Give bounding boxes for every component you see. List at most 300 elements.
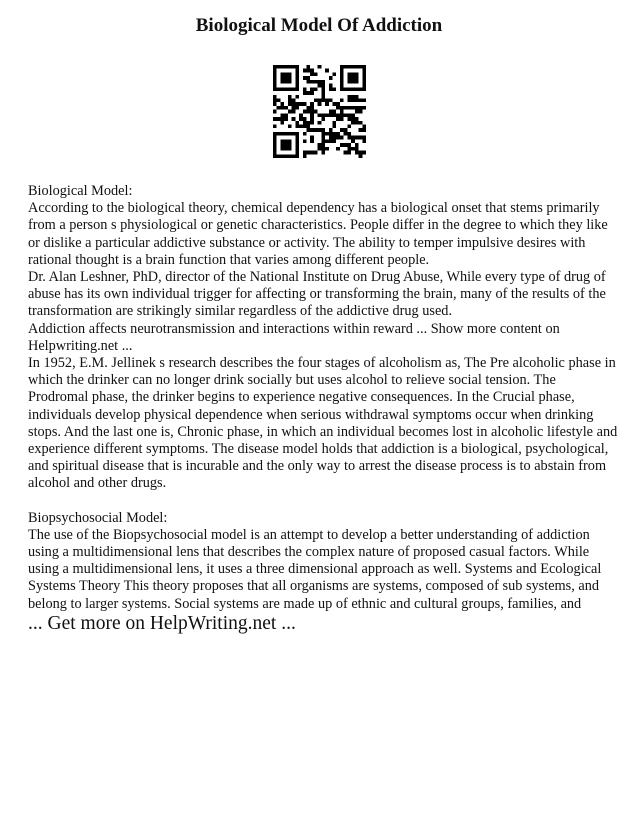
qr-module	[277, 132, 281, 136]
qr-module	[325, 139, 329, 143]
qr-module	[340, 136, 344, 140]
qr-module	[351, 113, 355, 117]
qr-module	[355, 98, 359, 102]
qr-module	[306, 80, 310, 84]
qr-module	[359, 154, 363, 158]
qr-module	[314, 110, 318, 114]
qr-module	[284, 154, 288, 158]
document-body	[28, 183, 618, 613]
qr-module	[344, 132, 348, 136]
qr-module	[336, 106, 340, 110]
qr-module	[277, 154, 281, 158]
qr-module	[318, 102, 322, 106]
qr-module	[325, 132, 329, 136]
qr-module	[318, 128, 322, 132]
qr-module	[362, 84, 366, 88]
qr-module	[340, 65, 344, 69]
qr-module	[273, 80, 277, 84]
qr-module	[340, 110, 344, 114]
qr-module	[351, 65, 355, 69]
qr-module	[355, 151, 359, 155]
qr-module	[295, 80, 299, 84]
qr-module	[340, 84, 344, 88]
qr-module	[295, 106, 299, 110]
qr-module	[280, 80, 284, 84]
qr-module	[295, 72, 299, 76]
qr-module	[280, 132, 284, 136]
qr-module	[280, 106, 284, 110]
qr-module	[288, 65, 292, 69]
qr-module	[321, 151, 325, 155]
qr-module	[314, 80, 318, 84]
qr-module	[336, 102, 340, 106]
qr-module	[344, 151, 348, 155]
qr-module	[362, 125, 366, 129]
qr-module	[362, 106, 366, 110]
qr-module	[295, 95, 299, 99]
qr-module	[318, 113, 322, 117]
qr-module	[321, 128, 325, 132]
qr-module	[344, 143, 348, 147]
qr-module	[347, 117, 351, 121]
qr-module	[340, 117, 344, 121]
qr-module	[333, 132, 337, 136]
qr-module	[288, 154, 292, 158]
section-heading-biopsychosocial: Biopsychosocial Model:	[28, 509, 168, 526]
qr-module	[362, 128, 366, 132]
qr-module	[340, 113, 344, 117]
qr-module	[355, 76, 359, 80]
qr-module	[347, 151, 351, 155]
qr-module	[351, 121, 355, 125]
qr-module	[273, 151, 277, 155]
qr-module	[318, 80, 322, 84]
qr-module	[340, 87, 344, 91]
qr-module	[325, 147, 329, 151]
qr-module	[355, 143, 359, 147]
qr-module	[362, 98, 366, 102]
qr-module	[310, 117, 314, 121]
qr-module	[321, 95, 325, 99]
qr-module	[280, 154, 284, 158]
qr-module	[306, 106, 310, 110]
qr-module	[333, 87, 337, 91]
paragraph: Addiction affects neurotransmission and interactions within reward ... Show more content on Helpwriting.net ...	[28, 320, 560, 354]
qr-module	[314, 98, 318, 102]
qr-module	[340, 106, 344, 110]
qr-module	[284, 143, 288, 147]
qr-module	[303, 132, 307, 136]
qr-module	[295, 136, 299, 140]
qr-module	[347, 143, 351, 147]
qr-module	[273, 87, 277, 91]
qr-module	[306, 151, 310, 155]
qr-module	[295, 132, 299, 136]
qr-module	[355, 136, 359, 140]
qr-module	[351, 136, 355, 140]
qr-module	[351, 139, 355, 143]
qr-module	[321, 139, 325, 143]
qr-module	[340, 72, 344, 76]
qr-module	[303, 87, 307, 91]
qr-module	[273, 95, 277, 99]
qr-module	[351, 95, 355, 99]
qr-module	[295, 121, 299, 125]
qr-module	[277, 87, 281, 91]
qr-module	[355, 106, 359, 110]
qr-module	[295, 87, 299, 91]
qr-module	[295, 151, 299, 155]
qr-module	[299, 113, 303, 117]
qr-module	[292, 154, 296, 158]
qr-module	[295, 69, 299, 73]
section-heading-biological: Biological Model:	[28, 183, 133, 199]
qr-module	[329, 139, 333, 143]
qr-module	[284, 87, 288, 91]
qr-module	[347, 132, 351, 136]
qr-module	[362, 80, 366, 84]
qr-module	[329, 113, 333, 117]
qr-module	[329, 132, 333, 136]
qr-module	[347, 95, 351, 99]
qr-module	[273, 125, 277, 129]
qr-module	[273, 102, 277, 106]
qr-module	[299, 125, 303, 129]
qr-module	[292, 132, 296, 136]
qr-module	[355, 80, 359, 84]
qr-module	[288, 139, 292, 143]
qr-module	[288, 110, 292, 114]
qr-module	[284, 76, 288, 80]
qr-module	[351, 147, 355, 151]
qr-module	[303, 139, 307, 143]
page-title: Biological Model Of Addiction	[195, 15, 443, 36]
qr-module	[359, 98, 363, 102]
qr-module	[310, 106, 314, 110]
qr-module	[333, 72, 337, 76]
qr-module	[310, 121, 314, 125]
qr-module	[292, 87, 296, 91]
qr-module	[347, 125, 351, 129]
qr-module	[347, 106, 351, 110]
qr-module	[344, 128, 348, 132]
qr-module	[359, 136, 363, 140]
qr-module	[321, 132, 325, 136]
qr-module	[303, 69, 307, 73]
qr-module	[351, 72, 355, 76]
qr-module	[303, 76, 307, 80]
qr-module	[306, 76, 310, 80]
qr-module	[273, 136, 277, 140]
qr-module	[340, 76, 344, 80]
qr-module	[362, 136, 366, 140]
qr-module	[306, 91, 310, 95]
qr-module	[318, 143, 322, 147]
qr-module	[359, 128, 363, 132]
qr-module	[303, 125, 307, 129]
qr-module	[355, 117, 359, 121]
qr-module	[344, 87, 348, 91]
qr-module	[310, 151, 314, 155]
paragraph: In 1952, E.M. Jellinek s research describes the four stages of alcoholism as, The Pre alcoholic phase in which the drinker can no longer drink socially but uses alcohol to relieve social tension. The Prodromal phase, the drinker begins to experience negative consequences. In the Crucial phase, individuals develop physical dependence when serious withdrawal symptoms occur when drinking stops. And the last one is, Chronic phase, in which an individual becomes lost in alcoholic lifestyle and experience different symptoms. The disease model holds that addiction is a biological, psychological, and spiritual disease that is incurable and the only way to arrest the disease process is to abstain from alcohol and other drugs.	[28, 355, 618, 492]
qr-module	[351, 80, 355, 84]
qr-module	[351, 98, 355, 102]
qr-module	[277, 117, 281, 121]
qr-module	[347, 147, 351, 151]
qr-module	[295, 65, 299, 69]
qr-module	[288, 98, 292, 102]
qr-module	[277, 65, 281, 69]
qr-module	[310, 69, 314, 73]
qr-module	[344, 65, 348, 69]
qr-module	[362, 151, 366, 155]
qr-module	[310, 110, 314, 114]
qr-module	[321, 136, 325, 140]
qr-module	[329, 98, 333, 102]
qr-module	[280, 139, 284, 143]
qr-module	[306, 125, 310, 129]
qr-module	[362, 76, 366, 80]
qr-module	[333, 139, 337, 143]
qr-module	[288, 87, 292, 91]
qr-module	[280, 143, 284, 147]
qr-module	[310, 87, 314, 91]
qr-module	[329, 110, 333, 114]
qr-module	[295, 102, 299, 106]
qr-module	[288, 95, 292, 99]
qr-module	[295, 143, 299, 147]
qr-module	[288, 143, 292, 147]
qr-module	[351, 87, 355, 91]
paragraph: Dr. Alan Leshner, PhD, director of the National Institute on Drug Abuse, While every type of drug of abuse has its own individual trigger for affecting or transforming the brain, many of the results of the transformation are strikingly similar regardless of the addictive drug used.	[28, 269, 606, 320]
qr-module	[347, 113, 351, 117]
qr-module	[347, 87, 351, 91]
qr-module	[347, 72, 351, 76]
qr-module	[355, 87, 359, 91]
qr-module	[292, 110, 296, 114]
qr-module	[292, 65, 296, 69]
qr-module	[273, 143, 277, 147]
qr-module	[273, 72, 277, 76]
qr-module	[303, 151, 307, 155]
qr-module	[284, 139, 288, 143]
qr-module	[277, 106, 281, 110]
qr-module	[295, 76, 299, 80]
qr-module	[355, 65, 359, 69]
qr-module	[329, 128, 333, 132]
qr-module	[306, 110, 310, 114]
qr-module	[273, 69, 277, 73]
qr-module	[336, 136, 340, 140]
qr-module	[318, 121, 322, 125]
qr-module	[284, 80, 288, 84]
qr-module	[288, 125, 292, 129]
qr-module	[295, 125, 299, 129]
qr-module	[295, 154, 299, 158]
qr-module	[340, 80, 344, 84]
qr-module	[303, 102, 307, 106]
qr-module	[344, 106, 348, 110]
qr-module	[280, 113, 284, 117]
qr-module	[336, 147, 340, 151]
qr-module	[273, 76, 277, 80]
qr-module	[288, 80, 292, 84]
qr-module	[310, 72, 314, 76]
qr-module	[306, 121, 310, 125]
qr-module	[306, 69, 310, 73]
qr-module	[355, 95, 359, 99]
qr-module	[288, 132, 292, 136]
qr-module	[273, 139, 277, 143]
qr-module	[362, 139, 366, 143]
qr-module	[347, 65, 351, 69]
qr-module	[355, 121, 359, 125]
qr-module	[284, 106, 288, 110]
qr-module	[321, 84, 325, 88]
qr-module	[292, 117, 296, 121]
qr-module	[310, 139, 314, 143]
qr-module	[280, 76, 284, 80]
qr-module	[359, 121, 363, 125]
qr-module	[310, 91, 314, 95]
qr-module	[362, 87, 366, 91]
qr-module	[303, 117, 307, 121]
qr-module	[292, 106, 296, 110]
qr-module	[295, 147, 299, 151]
qr-module	[340, 128, 344, 132]
qr-module	[359, 151, 363, 155]
qr-module	[299, 102, 303, 106]
qr-module	[303, 121, 307, 125]
qr-module	[295, 139, 299, 143]
qr-module	[355, 72, 359, 76]
qr-module	[280, 117, 284, 121]
qr-module	[299, 117, 303, 121]
qr-module	[321, 117, 325, 121]
qr-module	[351, 117, 355, 121]
qr-module	[355, 110, 359, 114]
qr-module	[310, 113, 314, 117]
qr-module	[321, 80, 325, 84]
qr-module	[321, 113, 325, 117]
qr-module	[314, 87, 318, 91]
qr-module	[333, 121, 337, 125]
qr-module	[321, 98, 325, 102]
qr-module	[280, 87, 284, 91]
qr-module	[325, 69, 329, 73]
qr-module	[329, 87, 333, 91]
qr-module	[303, 91, 307, 95]
qr-module	[325, 98, 329, 102]
qr-module	[310, 128, 314, 132]
qr-module	[284, 65, 288, 69]
qr-module	[273, 98, 277, 102]
qr-module	[347, 76, 351, 80]
qr-module	[288, 102, 292, 106]
qr-module	[314, 72, 318, 76]
qr-module	[284, 117, 288, 121]
qr-module	[273, 65, 277, 69]
qr-module	[329, 136, 333, 140]
qr-module	[336, 132, 340, 136]
qr-module	[292, 98, 296, 102]
qr-module	[273, 147, 277, 151]
qr-module	[314, 128, 318, 132]
qr-module	[303, 110, 307, 114]
qr-module	[280, 121, 284, 125]
qr-module	[310, 80, 314, 84]
qr-module	[280, 147, 284, 151]
qr-module	[292, 102, 296, 106]
qr-module	[362, 69, 366, 73]
paragraph: The use of the Biopsychosocial model is an attempt to develop a better understanding of addiction using a multidimensional lens that describes the complex nature of proposed casual factors. While using a multidimensional lens, it uses a three dimensional approach as well. Systems and Ecological Systems Theory This theory proposes that all organisms are systems, composed of sub systems, and belong to larger systems. Social systems are made up of ethnic and cultural groups, families, and	[28, 526, 602, 612]
qr-module	[340, 98, 344, 102]
qr-module	[321, 91, 325, 95]
qr-module	[284, 113, 288, 117]
qr-module	[336, 117, 340, 121]
qr-module	[359, 65, 363, 69]
get-more-link[interactable]: ... Get more on HelpWriting.net ...	[28, 613, 296, 634]
qr-module	[321, 87, 325, 91]
qr-module	[310, 102, 314, 106]
qr-module	[333, 102, 337, 106]
qr-module	[333, 110, 337, 114]
qr-module	[325, 113, 329, 117]
qr-module	[280, 72, 284, 76]
qr-module	[280, 65, 284, 69]
qr-module	[362, 65, 366, 69]
qr-module	[284, 72, 288, 76]
qr-module	[273, 154, 277, 158]
qr-module	[359, 110, 363, 114]
qr-module	[306, 128, 310, 132]
qr-module	[318, 65, 322, 69]
qr-module	[314, 151, 318, 155]
paragraph-gap	[28, 493, 618, 510]
qr-module	[359, 106, 363, 110]
qr-module	[336, 113, 340, 117]
qr-module	[355, 147, 359, 151]
paragraph: According to the biological theory, chemical dependency has a biological onset that stems primarily from a person s physiological or genetic characteristics. People differ in the degree to which they like or dislike a particular addictive substance or activity. The ability to temper impulsive desires with rational thought is a brain function that varies among different people.	[28, 200, 608, 268]
qr-module	[288, 76, 292, 80]
qr-module	[321, 143, 325, 147]
qr-module	[310, 136, 314, 140]
qr-module	[321, 147, 325, 151]
qr-module	[318, 98, 322, 102]
qr-module	[288, 72, 292, 76]
qr-module	[340, 69, 344, 73]
qr-module	[325, 102, 329, 106]
qr-module	[273, 84, 277, 88]
qr-module	[347, 136, 351, 140]
qr-module	[340, 143, 344, 147]
qr-module	[273, 110, 277, 114]
qr-module	[306, 65, 310, 69]
qr-module	[351, 76, 355, 80]
qr-module	[303, 154, 307, 158]
qr-module	[318, 84, 322, 88]
qr-module	[288, 147, 292, 151]
qr-module	[284, 132, 288, 136]
qr-module	[362, 72, 366, 76]
qr-module	[333, 113, 337, 117]
qr-module	[344, 113, 348, 117]
qr-module	[359, 87, 363, 91]
qr-module	[273, 117, 277, 121]
qr-module	[329, 76, 333, 80]
qr-module	[280, 102, 284, 106]
qr-module	[284, 147, 288, 151]
